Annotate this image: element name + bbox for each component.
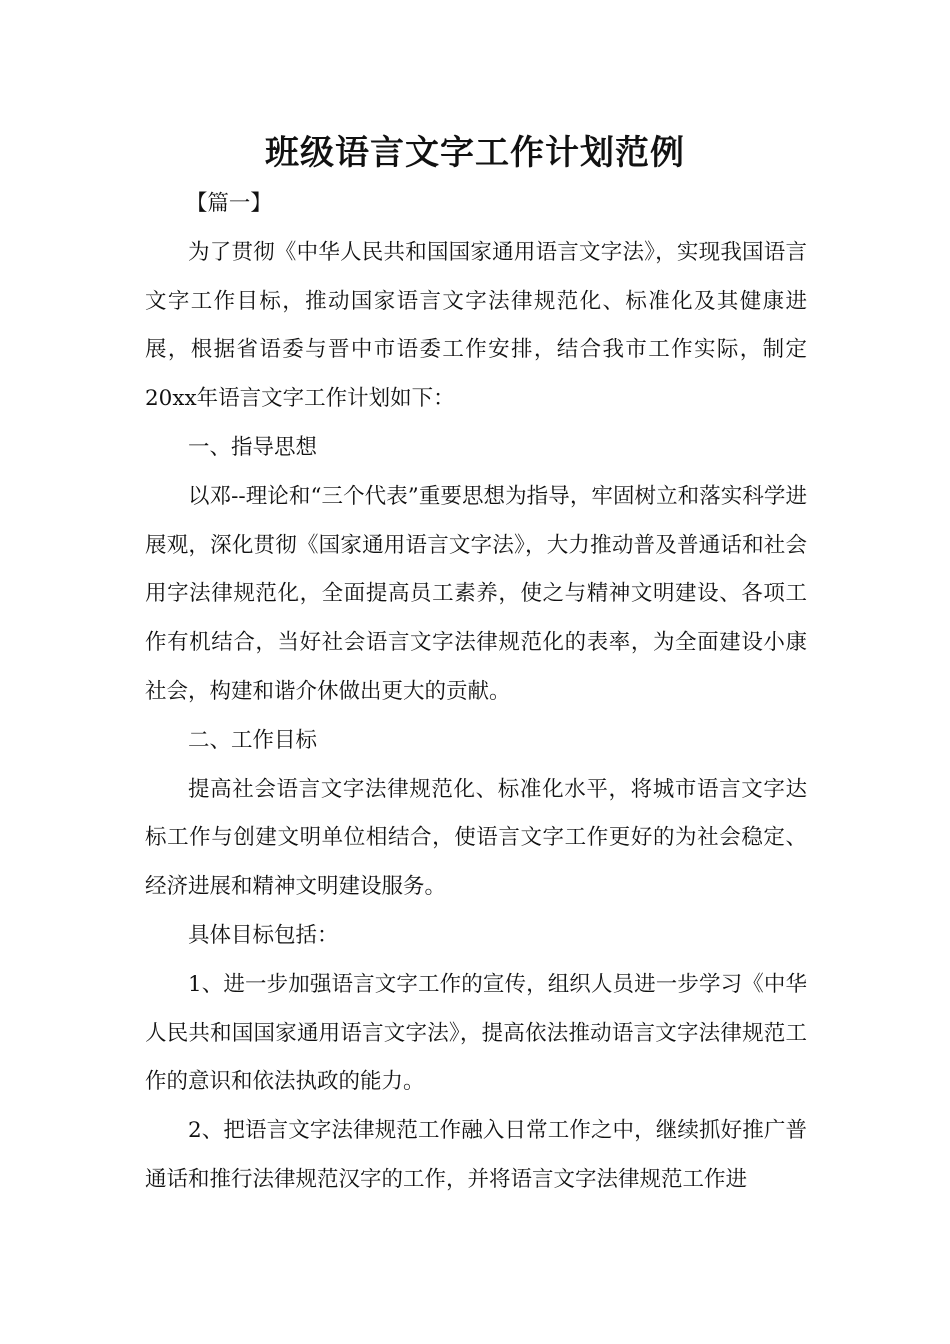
paragraph-intro: 为了贯彻《中华人民共和国国家通用语言文字法》，实现我国语言文字工作目标，推动国家语言文字法律规范化、标准化及其健康进展，根据省语委与晋中市语委工作安排，结合我市工作实际，制定20xx年语言文字工作计划如下： — [145, 239, 807, 412]
paragraph-specific-goals-intro: 具体目标包括： — [188, 922, 339, 948]
heading-work-goals: 二、工作目标 — [188, 727, 318, 753]
paragraph-guiding-ideology: 以邓--理论和“三个代表”重要思想为指导，牢固树立和落实科学进展观，深化贯彻《国家通用语言文字法》，大力推动普及普通话和社会用字法律规范化，全面提高员工素养，使之与精神文明建设、各项工作有机结合，当好社会语言文字法律规范化的表率，为全面建设小康社会，构建和谐介休做出更大的贡献。 — [145, 483, 807, 704]
section-tag: 【篇一】 — [185, 191, 272, 216]
paragraph-goal-2: 2、把语言文字法律规范工作融入日常工作之中，继续抓好推广普通话和推行法律规范汉字的工作，并将语言文字法律规范工作进 — [145, 1118, 807, 1192]
document-body — [145, 180, 807, 1205]
paragraph-goal-1: 1、进一步加强语言文字工作的宣传，组织人员进一步学习《中华人民共和国国家通用语言文字法》，提高依法推动语言文字法律规范工作的意识和依法执政的能力。 — [145, 971, 807, 1095]
heading-guiding-ideology: 一、指导思想 — [188, 434, 318, 460]
paragraph-work-goals: 提高社会语言文字法律规范化、标准化水平，将城市语言文字达标工作与创建文明单位相结合，使语言文字工作更好的为社会稳定、经济进展和精神文明建设服务。 — [145, 776, 807, 900]
document-title: 班级语言文字工作计划范例 — [265, 133, 685, 173]
